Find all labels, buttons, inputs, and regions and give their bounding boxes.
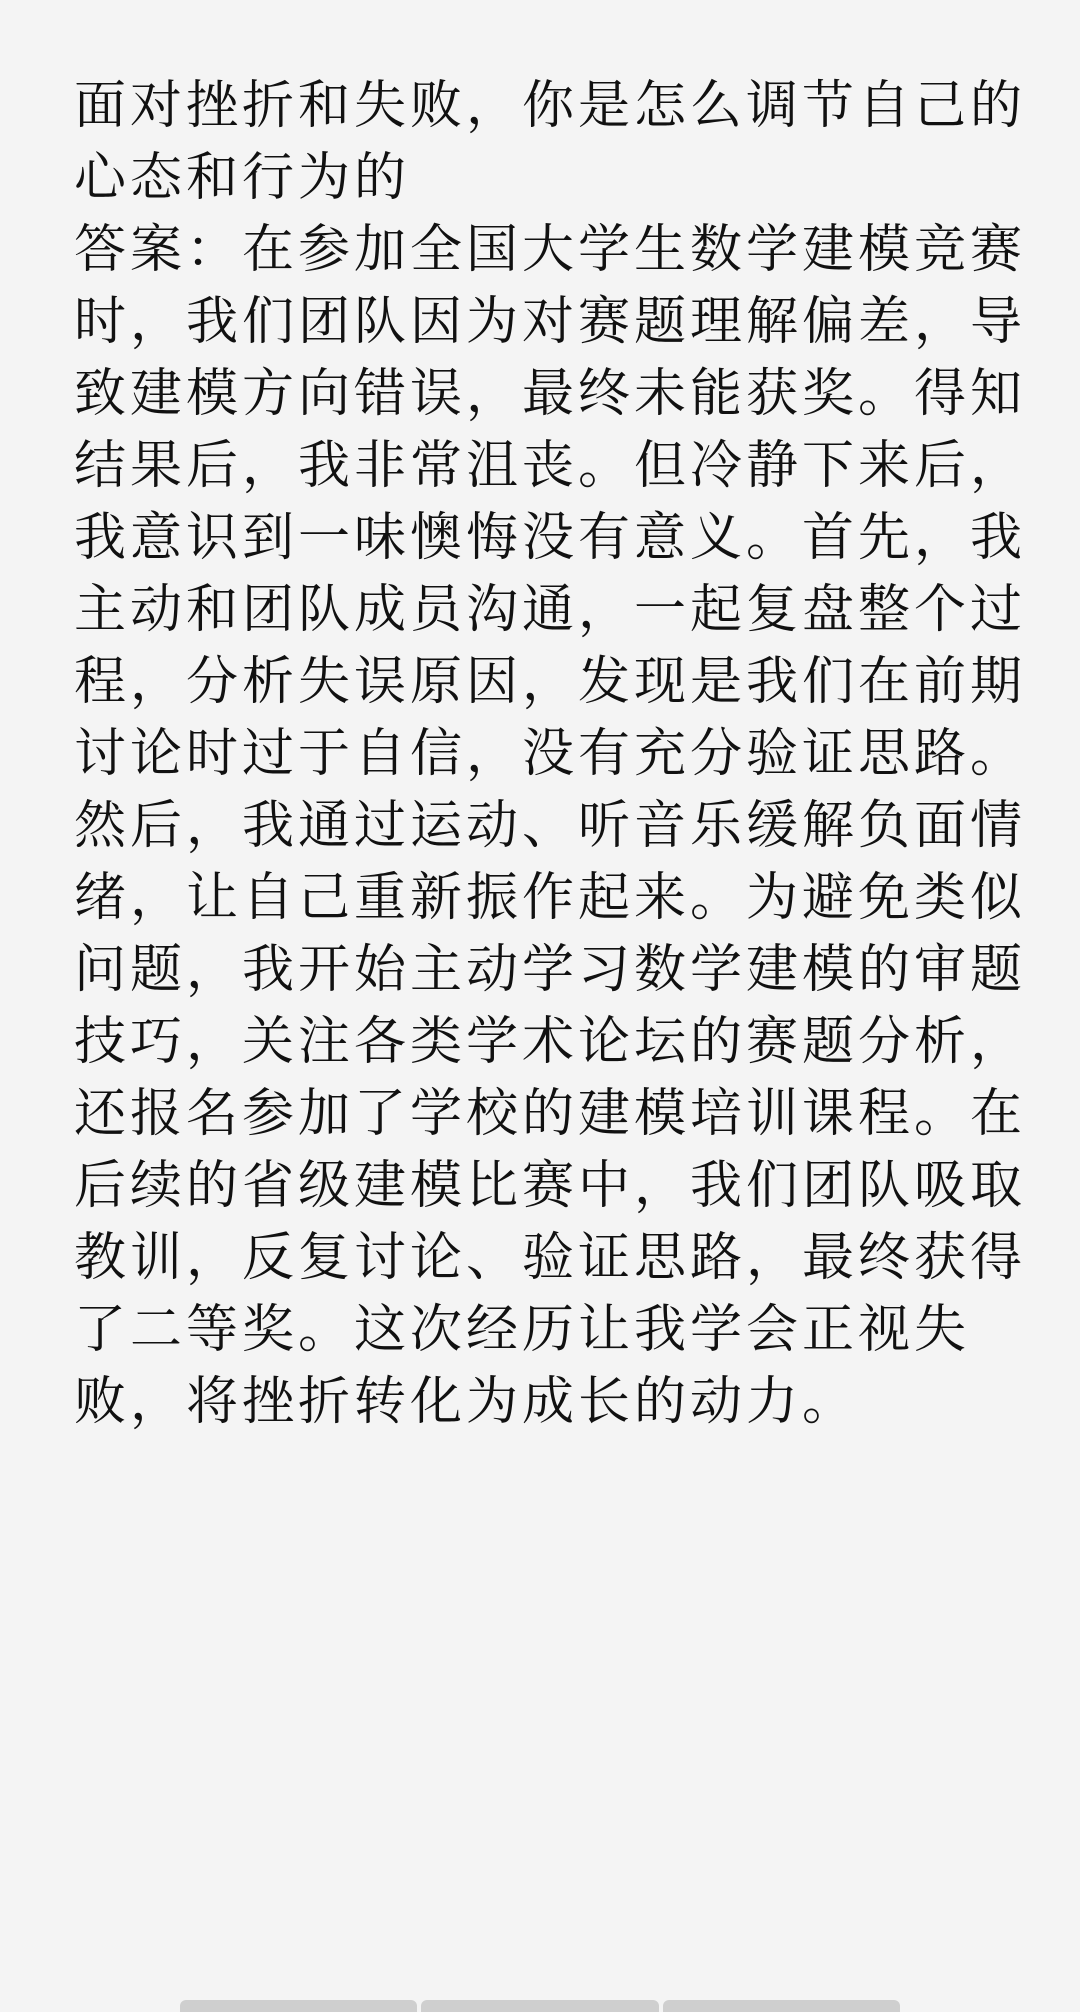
answer-line-3: 致建模方向错误，最终未能获奖。得知 (74, 364, 1027, 424)
answer-line-4: 结果后，我非常沮丧。但冷静下来后， (74, 436, 1027, 496)
answer-line-12: 技巧，关注各类学术论坛的赛题分析， (74, 1012, 1027, 1072)
answer-line-8: 讨论时过于自信，没有充分验证思路。 (74, 724, 1027, 784)
answer-line-15: 教训，反复讨论、验证思路，最终获得 (74, 1228, 1027, 1288)
document-body (74, 70, 1027, 1438)
answer-line-11: 问题，我开始主动学习数学建模的审题 (74, 940, 1027, 1000)
scroll-indicator-segment (421, 2000, 658, 2012)
answer-line-16: 了二等奖。这次经历让我学会正视失 (74, 1300, 971, 1360)
answer-line-2: 时，我们团队因为对赛题理解偏差，导 (74, 292, 1027, 352)
answer-line-6: 主动和团队成员沟通，一起复盘整个过 (74, 580, 1027, 640)
answer-line-13: 还报名参加了学校的建模培训课程。在 (74, 1084, 1027, 1144)
question-line-1: 面对挫折和失败，你是怎么调节自己的 (74, 76, 1027, 136)
question-line-2: 心态和行为的 (74, 148, 411, 208)
answer-line-1: 答案：在参加全国大学生数学建模竞赛 (74, 220, 1027, 280)
answer-line-9: 然后，我通过运动、听音乐缓解负面情 (74, 796, 1027, 856)
answer-line-7: 程，分析失误原因，发现是我们在前期 (74, 652, 1027, 712)
scroll-indicator-segment (663, 2000, 900, 2012)
scroll-indicator-segment (180, 2000, 417, 2012)
answer-line-17: 败，将挫折转化为成长的动力。 (74, 1372, 859, 1432)
bottom-scroll-indicator[interactable] (180, 2000, 900, 2012)
answer-line-14: 后续的省级建模比赛中，我们团队吸取 (74, 1156, 1027, 1216)
answer-line-10: 绪，让自己重新振作起来。为避免类似 (74, 868, 1027, 928)
answer-line-5: 我意识到一味懊悔没有意义。首先，我 (74, 508, 1027, 568)
